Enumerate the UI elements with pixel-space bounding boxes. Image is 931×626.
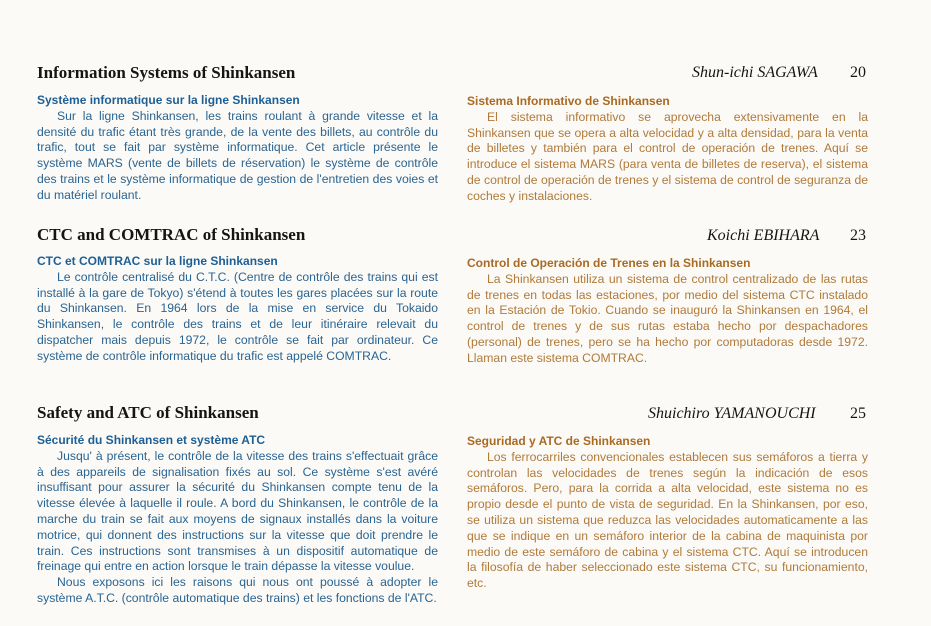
french-summary (37, 254, 438, 365)
author-name: Koichi EBIHARA (707, 227, 820, 244)
french-heading: Système informatique sur la ligne Shinkansen (37, 93, 300, 107)
french-summary (37, 93, 438, 204)
page-number: 25 (850, 405, 866, 422)
spanish-summary (467, 434, 868, 592)
spanish-heading: Sistema Informativo de Shinkansen (467, 94, 670, 108)
french-paragraph: Jusqu' à présent, le contrôle de la vitesse des trains s'effectuait grâce à des appareils de signalisation fixés au sol. Ce système s'est avéré insuffisant pour assurer la sécurité du Shinkansen compte tenu de la vitesse élevée à laquelle il roule. A bord du Shinkansen, le contrôle de la marche du train se fait aux moyens de signaux installés dans la voiture motrice, qui donnent des instructions sur la vitesse que doit prendre le train. Ces instructions sont transmises à un dispositif automatique de freinage qui entre en action lorsque le train dépasse la vitesse voulue. (37, 448, 438, 574)
french-summary (37, 433, 438, 607)
spanish-heading: Seguridad y ATC de Shinkansen (467, 434, 651, 448)
section-title: Safety and ATC of Shinkansen (37, 403, 259, 422)
french-paragraph: Sur la ligne Shinkansen, les trains roulant à grande vitesse et la densité du trafic étant très grande, de la vente des billets, au contrôle du trafic, tout se fait par système informatique. Cet article présente le système MARS (vente de billets de réservation) le système de contrôle des trains et le système informatique de gestion de l'entretien des voies et du matériel roulant. (37, 108, 438, 202)
author-name: Shun-ichi SAGAWA (692, 64, 818, 81)
french-heading: CTC et COMTRAC sur la ligne Shinkansen (37, 254, 278, 268)
page-number: 23 (850, 227, 866, 244)
section-title: Information Systems of Shinkansen (37, 63, 296, 82)
spanish-paragraph: El sistema informativo se aprovecha extensivamente en la Shinkansen que se opera a alta velocidad y a alta densidad, para la venta de billetes y también para el control de operación de trenes. Aquí se introduce el sistema MARS (para venta de billetes de reserva), el sistema de control de operación de trenes y el sistema de control de seguranza de coches y instalaciones. (467, 109, 868, 203)
author-name: Shuichiro YAMANOUCHI (648, 405, 816, 422)
french-paragraph: Le contrôle centralisé du C.T.C. (Centre de contrôle des trains qui est installé à la gare de Tokyo) s'étend à toutes les gares placées sur la route du Shinkansen. En 1964 lors de la mise en service du Tokaido Shinkansen, le contrôle des trains et de leur itinéraire relevait du dispatcher mais depuis 1972, le contrôle se fait par ordinateur. Ce système de contrôle informatique du trafic est appelé COMTRAC. (37, 269, 438, 363)
spanish-summary (467, 94, 868, 205)
spanish-paragraph: La Shinkansen utiliza un sistema de control centralizado de las rutas de trenes en todas las estaciones, por medio del sistema CTC instalado en la Estación de Tokio. Cuando se inauguró la Shinkansen en 1964, el control de trenes y de sus rutas estaba hecho por despachadores (personal) de trenes, pero se ha hecho por computadoras desde 1972. Llaman este sistema COMTRAC. (467, 271, 868, 365)
french-heading: Sécurité du Shinkansen et système ATC (37, 433, 266, 447)
french-paragraph: Nous exposons ici les raisons qui nous ont poussé à adopter le système A.T.C. (contrôle automatique des trains) et les fonctions de l'ATC. (37, 575, 438, 605)
section-title: CTC and COMTRAC of Shinkansen (37, 225, 306, 244)
spanish-paragraph: Los ferrocarriles convencionales establecen sus semáforos a tierra y controlan las velocidades de trenes según la indicación de esos semáforos. Pero, para la corrida a alta velocidad, este sistema no es propio desde el punto de vista de seguridad. En la Shinkansen, por eso, se utiliza un sistema que reduzca las velocidades automaticamente a las que se indique en un semáforo interior de la cabina de maquinista por medio de este semáforo de cabina y el sistema CTC. Aquí se introducen la filosofía de haber seleccionado este sistema CTC, su funcionamiento, etc. (467, 449, 868, 591)
page-number: 20 (850, 64, 866, 81)
spanish-heading: Control de Operación de Trenes en la Shinkansen (467, 256, 751, 270)
spanish-summary (467, 256, 868, 367)
